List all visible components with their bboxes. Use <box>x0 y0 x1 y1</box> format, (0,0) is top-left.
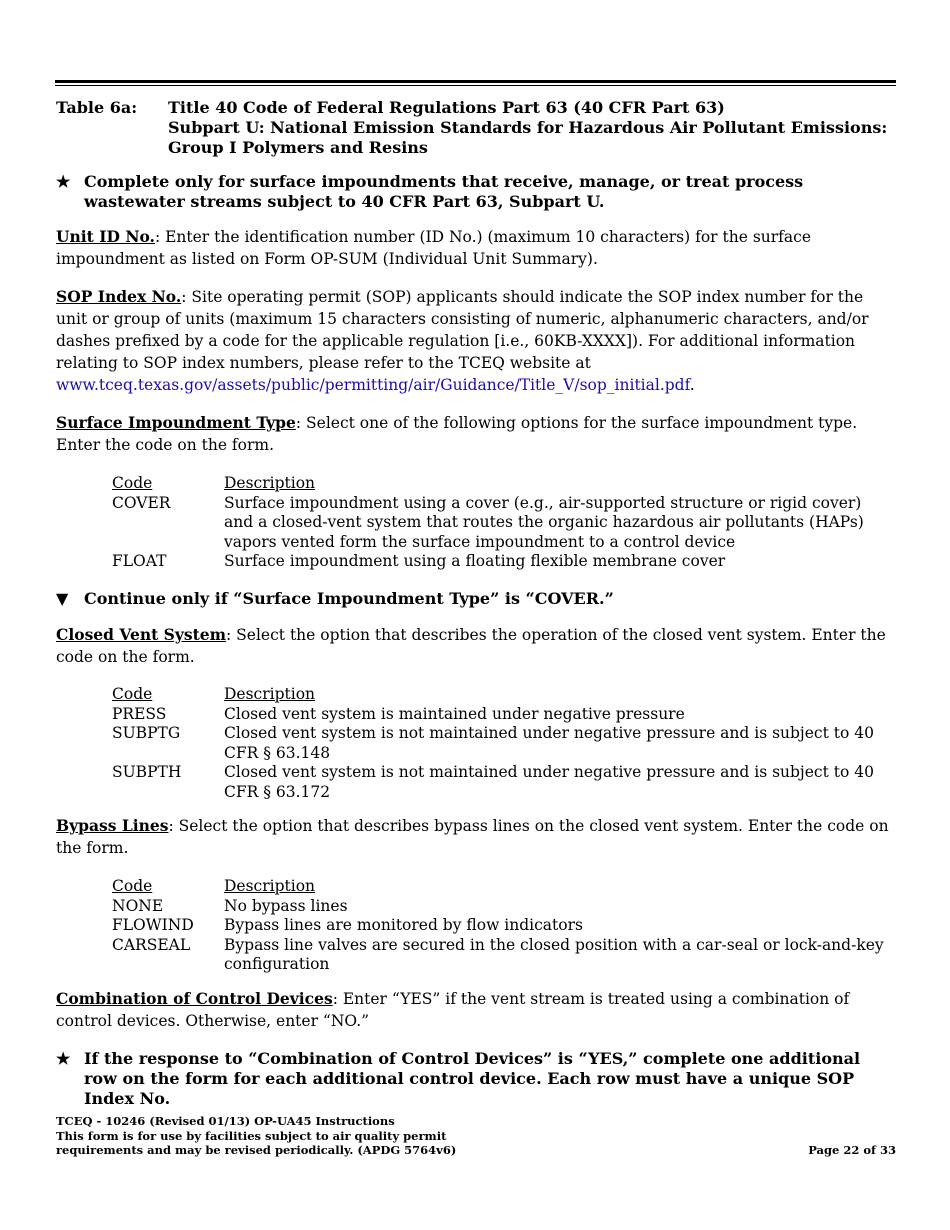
sop-index-term: SOP Index No. <box>56 287 182 306</box>
code-header: Code <box>112 685 153 703</box>
unit-id-text: : Enter the identification number (ID No.) (maximum 10 characters) for the surface impoundment as listed on Form OP-SUM (Individual Unit Summary). <box>56 228 812 268</box>
code-cell: FLOAT <box>112 552 167 570</box>
note-text: Continue only if “Surface Impoundment Type” is “COVER.” <box>84 589 614 608</box>
code-table-header <box>112 877 892 897</box>
table-title-line-3: Group I Polymers and Resins <box>168 138 428 157</box>
unit-id-term: Unit ID No. <box>56 227 155 246</box>
note-combination <box>56 1049 898 1109</box>
footer-note-line-1: This form is for use by facilities subject to air quality permit <box>56 1128 447 1143</box>
sop-index-text: : Site operating permit (SOP) applicants should indicate the SOP index number for the unit or group of units (maximum 15 characters consisting of numeric, alphanumeric characters, and/or dashes prefixed by a code for the applicable regulation [i.e., 60KB-XXXX]). For additional information relating to SOP index numbers, please refer to the TCEQ website at <box>56 288 869 372</box>
combination-text: : Enter “YES” if the vent stream is treated using a combination of control devices. Otherwise, enter “NO.” <box>56 990 850 1030</box>
bypass-code-table <box>112 877 892 975</box>
closed-vent-term: Closed Vent System <box>56 625 227 644</box>
description-cell: Closed vent system is not maintained under negative pressure and is subject to 40 CFR § 63.172 <box>224 763 874 801</box>
impoundment-type-term: Surface Impoundment Type <box>56 413 296 432</box>
footer-note-line-2: requirements and may be revised periodically. (APDG 5764v6) <box>56 1143 457 1157</box>
table-row <box>112 897 892 917</box>
note-continue-only <box>56 589 898 609</box>
closed-vent-text: : Select the option that describes the operation of the closed vent system. Enter the code on the form. <box>56 626 886 666</box>
description-header: Description <box>224 685 316 703</box>
note-complete-only <box>56 172 898 212</box>
description-header: Description <box>224 474 316 492</box>
description-cell: Surface impoundment using a floating flexible membrane cover <box>224 552 726 570</box>
bypass-lines-term: Bypass Lines <box>56 816 169 835</box>
page-number: Page 22 of 33 <box>808 1143 896 1157</box>
code-header: Code <box>112 877 153 895</box>
header-rule-thin <box>55 85 896 86</box>
code-cell: NONE <box>112 896 164 915</box>
combination-paragraph <box>56 988 898 1032</box>
note-text: Complete only for surface impoundments that receive, manage, or treat process wastewater streams subject to 40 CFR Part 63, Subpart U. <box>84 172 804 211</box>
code-header: Code <box>112 474 153 492</box>
code-cell: SUBPTG <box>112 724 181 742</box>
code-table-header <box>112 474 892 494</box>
combination-term: Combination of Control Devices <box>56 989 333 1008</box>
sop-guidance-link[interactable]: www.tceq.texas.gov/assets/public/permitting/air/Guidance/Title_V/sop_initial.pdf <box>56 376 690 394</box>
note-text: If the response to “Combination of Control Devices” is “YES,” complete one additional row on the form for each additional control device. Each row must have a unique SOP Index No. <box>84 1049 861 1108</box>
description-cell: Closed vent system is maintained under negative pressure <box>224 704 685 723</box>
table-header <box>56 98 906 158</box>
description-cell: Closed vent system is not maintained under negative pressure and is subject to 40 CFR § 63.148 <box>224 724 874 762</box>
description-cell: No bypass lines <box>224 896 348 915</box>
code-cell: SUBPTH <box>112 763 182 781</box>
impoundment-type-text: : Select one of the following options for the surface impoundment type. Enter the code on the form. <box>56 414 858 454</box>
code-cell: CARSEAL <box>112 935 191 954</box>
closed-vent-paragraph <box>56 624 898 668</box>
unit-id-paragraph <box>56 226 898 270</box>
table-row <box>112 763 892 802</box>
description-cell: Bypass lines are monitored by flow indicators <box>224 916 583 934</box>
code-cell: FLOWIND <box>112 916 194 934</box>
star-icon: ★ <box>56 172 71 191</box>
code-table-header <box>112 685 892 705</box>
table-label: Table 6a: <box>56 98 138 117</box>
footer-form-id: TCEQ - 10246 (Revised 01/13) OP-UA45 Instructions <box>56 1114 395 1128</box>
table-row <box>112 916 892 936</box>
header-rule-thick <box>55 80 896 83</box>
table-row <box>112 552 892 572</box>
bypass-lines-paragraph <box>56 815 898 859</box>
description-header: Description <box>224 877 316 895</box>
star-icon: ★ <box>56 1049 71 1068</box>
table-title-line-2: Subpart U: National Emission Standards for Hazardous Air Pollutant Emissions: <box>168 118 888 137</box>
bypass-lines-text: : Select the option that describes bypass lines on the closed vent system. Enter the code on the form. <box>56 817 889 857</box>
table-row <box>112 936 892 975</box>
triangle-down-icon: ▼ <box>56 589 69 608</box>
closed-vent-code-table <box>112 685 892 802</box>
table-title-line-1: Title 40 Code of Federal Regulations Part 63 (40 CFR Part 63) <box>168 98 725 117</box>
code-cell: PRESS <box>112 704 167 723</box>
code-cell: COVER <box>112 493 171 512</box>
description-cell: Bypass line valves are secured in the closed position with a car-seal or lock-and-key configuration <box>224 935 884 973</box>
table-row <box>112 494 892 553</box>
impoundment-type-paragraph <box>56 412 898 456</box>
description-cell: Surface impoundment using a cover (e.g., air-supported structure or rigid cover) and a closed-vent system that routes the organic hazardous air pollutants (HAPs) vapors vented form the surface impoundment to a control device <box>224 493 864 551</box>
table-row <box>112 724 892 763</box>
table-row <box>112 705 892 725</box>
sop-index-paragraph <box>56 286 898 396</box>
page-footer <box>56 1114 896 1158</box>
impoundment-code-table <box>112 474 892 572</box>
sop-index-period: . <box>689 376 695 394</box>
